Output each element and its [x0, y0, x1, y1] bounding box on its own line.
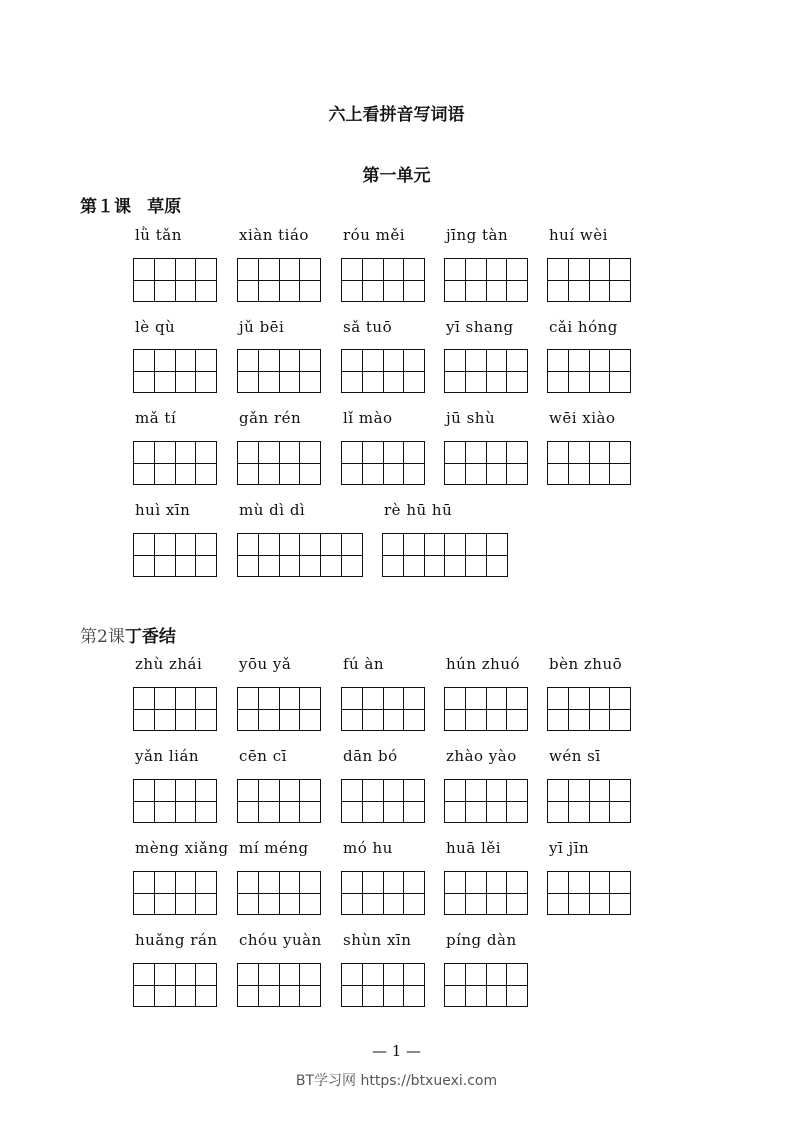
- pinyin-prompt: lǜ tǎn: [135, 226, 182, 244]
- pinyin-prompt: fú àn: [343, 655, 385, 673]
- writing-cell[interactable]: [609, 872, 630, 914]
- writing-cell[interactable]: [445, 688, 465, 730]
- writing-cell[interactable]: [134, 688, 154, 730]
- writing-cell[interactable]: [486, 688, 507, 730]
- writing-cell[interactable]: [609, 442, 630, 484]
- writing-cell[interactable]: [445, 350, 465, 392]
- writing-grid[interactable]: [133, 533, 217, 577]
- writing-cell[interactable]: [589, 780, 610, 822]
- lesson-1-number: 第１课: [80, 197, 131, 217]
- writing-cell[interactable]: [342, 872, 362, 914]
- pinyin-prompt: jǔ bēi: [239, 318, 285, 336]
- writing-cell[interactable]: [341, 534, 362, 576]
- writing-cell[interactable]: [609, 780, 630, 822]
- page-title: 六上看拼音写词语: [328, 105, 465, 125]
- writing-cell[interactable]: [195, 534, 216, 576]
- writing-cell[interactable]: [486, 259, 507, 301]
- writing-cell[interactable]: [154, 688, 175, 730]
- writing-cell[interactable]: [195, 259, 216, 301]
- writing-cell[interactable]: [589, 259, 610, 301]
- writing-cell[interactable]: [609, 350, 630, 392]
- writing-cell[interactable]: [154, 350, 175, 392]
- writing-grid[interactable]: [133, 687, 217, 731]
- pinyin-prompt: bèn zhuō: [549, 655, 623, 673]
- writing-cell[interactable]: [299, 259, 320, 301]
- writing-cell[interactable]: [383, 964, 404, 1006]
- writing-cell[interactable]: [195, 964, 216, 1006]
- writing-cell[interactable]: [175, 442, 196, 484]
- writing-cell[interactable]: [258, 259, 279, 301]
- writing-cell[interactable]: [465, 259, 486, 301]
- pinyin-prompt: dān bó: [343, 747, 398, 765]
- writing-cell[interactable]: [589, 872, 610, 914]
- writing-cell[interactable]: [362, 350, 383, 392]
- writing-cell[interactable]: [403, 872, 424, 914]
- writing-cell[interactable]: [403, 964, 424, 1006]
- writing-cell[interactable]: [548, 259, 568, 301]
- writing-cell[interactable]: [342, 259, 362, 301]
- writing-cell[interactable]: [506, 688, 527, 730]
- pinyin-prompt: mù dì dì: [239, 501, 306, 519]
- writing-cell[interactable]: [320, 534, 341, 576]
- pinyin-prompt: yǎn lián: [135, 747, 200, 765]
- writing-cell[interactable]: [342, 688, 362, 730]
- writing-grid[interactable]: [547, 779, 631, 823]
- writing-cell[interactable]: [258, 350, 279, 392]
- writing-cell[interactable]: [403, 534, 424, 576]
- writing-cell[interactable]: [154, 780, 175, 822]
- writing-cell[interactable]: [465, 780, 486, 822]
- lesson-2-heading: [80, 622, 176, 647]
- pinyin-prompt: yī shang: [446, 318, 514, 336]
- writing-cell[interactable]: [279, 259, 300, 301]
- pinyin-prompt: mí méng: [239, 839, 309, 857]
- writing-cell[interactable]: [238, 964, 258, 1006]
- writing-cell[interactable]: [195, 780, 216, 822]
- writing-cell[interactable]: [465, 688, 486, 730]
- writing-cell[interactable]: [403, 350, 424, 392]
- writing-cell[interactable]: [258, 964, 279, 1006]
- writing-grid[interactable]: [444, 779, 528, 823]
- pinyin-prompt: róu měi: [343, 226, 406, 244]
- writing-cell[interactable]: [134, 442, 154, 484]
- writing-cell[interactable]: [568, 780, 589, 822]
- writing-grid[interactable]: [237, 963, 321, 1007]
- writing-grid[interactable]: [444, 687, 528, 731]
- writing-cell[interactable]: [299, 872, 320, 914]
- writing-cell[interactable]: [486, 442, 507, 484]
- writing-cell[interactable]: [589, 688, 610, 730]
- writing-cell[interactable]: [445, 780, 465, 822]
- writing-cell[interactable]: [175, 688, 196, 730]
- writing-cell[interactable]: [134, 964, 154, 1006]
- writing-cell[interactable]: [299, 442, 320, 484]
- pinyin-prompt: lè qù: [135, 318, 176, 336]
- pinyin-prompt: rè hū hū: [384, 501, 453, 519]
- writing-cell[interactable]: [383, 780, 404, 822]
- writing-cell[interactable]: [154, 534, 175, 576]
- writing-grid[interactable]: [237, 687, 321, 731]
- writing-cell[interactable]: [486, 964, 507, 1006]
- pinyin-prompt: sǎ tuō: [343, 318, 393, 336]
- writing-grid[interactable]: [133, 441, 217, 485]
- pinyin-prompt: mǎ tí: [135, 409, 177, 427]
- pinyin-prompt: gǎn rén: [239, 409, 302, 427]
- pinyin-prompt: yōu yǎ: [239, 655, 292, 673]
- writing-cell[interactable]: [383, 442, 404, 484]
- writing-cell[interactable]: [383, 534, 403, 576]
- writing-cell[interactable]: [383, 259, 404, 301]
- writing-cell[interactable]: [342, 780, 362, 822]
- writing-grid[interactable]: [133, 258, 217, 302]
- pinyin-prompt: xiàn tiáo: [239, 226, 309, 244]
- writing-grid[interactable]: [341, 687, 425, 731]
- writing-cell[interactable]: [362, 780, 383, 822]
- pinyin-prompt: huí wèi: [549, 226, 608, 244]
- pinyin-prompt: yī jīn: [549, 839, 590, 857]
- writing-grid[interactable]: [133, 963, 217, 1007]
- writing-cell[interactable]: [195, 688, 216, 730]
- writing-cell[interactable]: [238, 259, 258, 301]
- writing-cell[interactable]: [445, 964, 465, 1006]
- writing-cell[interactable]: [279, 780, 300, 822]
- writing-cell[interactable]: [506, 442, 527, 484]
- writing-cell[interactable]: [134, 350, 154, 392]
- writing-cell[interactable]: [506, 780, 527, 822]
- writing-cell[interactable]: [383, 688, 404, 730]
- writing-cell[interactable]: [609, 688, 630, 730]
- writing-cell[interactable]: [506, 259, 527, 301]
- writing-cell[interactable]: [238, 534, 258, 576]
- writing-cell[interactable]: [403, 259, 424, 301]
- writing-cell[interactable]: [238, 442, 258, 484]
- writing-cell[interactable]: [548, 780, 568, 822]
- writing-grid[interactable]: [444, 441, 528, 485]
- writing-cell[interactable]: [134, 534, 154, 576]
- pinyin-prompt: lǐ mào: [343, 409, 393, 427]
- writing-grid[interactable]: [341, 349, 425, 393]
- pinyin-prompt: chóu yuàn: [239, 931, 322, 949]
- lesson-1-heading: [80, 192, 181, 217]
- writing-cell[interactable]: [548, 350, 568, 392]
- writing-cell[interactable]: [134, 259, 154, 301]
- pinyin-prompt: huì xīn: [135, 501, 191, 519]
- writing-cell[interactable]: [258, 442, 279, 484]
- pinyin-prompt: huā lěi: [446, 839, 502, 857]
- writing-cell[interactable]: [445, 259, 465, 301]
- writing-cell[interactable]: [258, 534, 279, 576]
- writing-cell[interactable]: [424, 534, 445, 576]
- writing-cell[interactable]: [465, 534, 486, 576]
- writing-cell[interactable]: [465, 350, 486, 392]
- writing-grid[interactable]: [133, 871, 217, 915]
- writing-cell[interactable]: [238, 350, 258, 392]
- pinyin-prompt: zhù zhái: [135, 655, 203, 673]
- writing-cell[interactable]: [195, 872, 216, 914]
- writing-cell[interactable]: [175, 350, 196, 392]
- writing-grid[interactable]: [237, 441, 321, 485]
- writing-cell[interactable]: [568, 259, 589, 301]
- writing-grid[interactable]: [547, 441, 631, 485]
- writing-cell[interactable]: [362, 259, 383, 301]
- pinyin-prompt: jīng tàn: [446, 226, 509, 244]
- writing-grid[interactable]: [382, 533, 508, 577]
- writing-cell[interactable]: [568, 442, 589, 484]
- writing-cell[interactable]: [342, 964, 362, 1006]
- writing-grid[interactable]: [237, 349, 321, 393]
- writing-cell[interactable]: [362, 688, 383, 730]
- writing-cell[interactable]: [568, 350, 589, 392]
- writing-grid[interactable]: [237, 533, 363, 577]
- writing-cell[interactable]: [279, 964, 300, 1006]
- writing-cell[interactable]: [154, 259, 175, 301]
- writing-grid[interactable]: [547, 349, 631, 393]
- writing-cell[interactable]: [465, 442, 486, 484]
- writing-cell[interactable]: [279, 688, 300, 730]
- writing-cell[interactable]: [445, 872, 465, 914]
- writing-cell[interactable]: [279, 534, 300, 576]
- writing-cell[interactable]: [506, 964, 527, 1006]
- pinyin-prompt: huǎng rán: [135, 931, 218, 949]
- writing-cell[interactable]: [175, 534, 196, 576]
- writing-cell[interactable]: [506, 350, 527, 392]
- writing-cell[interactable]: [362, 442, 383, 484]
- writing-grid[interactable]: [237, 871, 321, 915]
- lesson-2-number: 第2课: [80, 627, 125, 647]
- writing-cell[interactable]: [548, 872, 568, 914]
- pinyin-prompt: hún zhuó: [446, 655, 521, 673]
- writing-grid[interactable]: [341, 258, 425, 302]
- writing-cell[interactable]: [548, 442, 568, 484]
- writing-cell[interactable]: [342, 350, 362, 392]
- writing-cell[interactable]: [175, 964, 196, 1006]
- writing-cell[interactable]: [568, 872, 589, 914]
- writing-grid[interactable]: [237, 258, 321, 302]
- writing-cell[interactable]: [299, 780, 320, 822]
- writing-cell[interactable]: [403, 442, 424, 484]
- writing-cell[interactable]: [506, 872, 527, 914]
- writing-cell[interactable]: [154, 442, 175, 484]
- writing-cell[interactable]: [299, 534, 320, 576]
- writing-cell[interactable]: [299, 688, 320, 730]
- writing-cell[interactable]: [444, 534, 465, 576]
- writing-cell[interactable]: [486, 872, 507, 914]
- writing-cell[interactable]: [362, 964, 383, 1006]
- writing-cell[interactable]: [548, 688, 568, 730]
- writing-grid[interactable]: [444, 349, 528, 393]
- writing-grid[interactable]: [547, 871, 631, 915]
- writing-cell[interactable]: [175, 259, 196, 301]
- writing-grid[interactable]: [133, 349, 217, 393]
- writing-cell[interactable]: [609, 259, 630, 301]
- writing-cell[interactable]: [279, 350, 300, 392]
- writing-grid[interactable]: [547, 687, 631, 731]
- writing-cell[interactable]: [383, 872, 404, 914]
- writing-cell[interactable]: [154, 964, 175, 1006]
- writing-grid[interactable]: [237, 779, 321, 823]
- writing-grid[interactable]: [341, 963, 425, 1007]
- writing-cell[interactable]: [486, 780, 507, 822]
- pinyin-prompt: wēi xiào: [549, 409, 616, 427]
- lesson-1-name: 草原: [147, 197, 182, 217]
- pinyin-prompt: píng dàn: [446, 931, 517, 949]
- writing-grid[interactable]: [547, 258, 631, 302]
- writing-cell[interactable]: [589, 442, 610, 484]
- pinyin-prompt: wén sī: [549, 747, 601, 765]
- writing-cell[interactable]: [342, 442, 362, 484]
- pinyin-prompt: cǎi hóng: [549, 318, 618, 336]
- writing-cell[interactable]: [238, 872, 258, 914]
- writing-cell[interactable]: [279, 872, 300, 914]
- writing-grid[interactable]: [341, 871, 425, 915]
- writing-grid[interactable]: [341, 779, 425, 823]
- writing-cell[interactable]: [154, 872, 175, 914]
- writing-cell[interactable]: [175, 872, 196, 914]
- writing-cell[interactable]: [238, 780, 258, 822]
- pinyin-prompt: mèng xiǎng: [135, 839, 229, 857]
- writing-grid[interactable]: [444, 963, 528, 1007]
- pinyin-prompt: cēn cī: [239, 747, 287, 765]
- writing-cell[interactable]: [383, 350, 404, 392]
- unit-heading: 第一单元: [362, 166, 431, 186]
- writing-cell[interactable]: [486, 350, 507, 392]
- writing-cell[interactable]: [258, 872, 279, 914]
- writing-cell[interactable]: [568, 688, 589, 730]
- writing-cell[interactable]: [403, 780, 424, 822]
- writing-cell[interactable]: [362, 872, 383, 914]
- pinyin-prompt: shùn xīn: [343, 931, 412, 949]
- writing-grid[interactable]: [444, 871, 528, 915]
- footer-watermark: BT学习网 https://btxuexi.com: [295, 1073, 498, 1089]
- writing-cell[interactable]: [175, 780, 196, 822]
- writing-cell[interactable]: [589, 350, 610, 392]
- writing-cell[interactable]: [258, 780, 279, 822]
- writing-cell[interactable]: [258, 688, 279, 730]
- writing-cell[interactable]: [195, 350, 216, 392]
- page-number: — 1 —: [371, 1042, 422, 1060]
- writing-cell[interactable]: [238, 688, 258, 730]
- pinyin-prompt: mó hu: [343, 839, 393, 857]
- lesson-2-name: 丁香结: [124, 627, 176, 647]
- writing-cell[interactable]: [445, 442, 465, 484]
- writing-cell[interactable]: [486, 534, 507, 576]
- writing-cell[interactable]: [299, 964, 320, 1006]
- writing-cell[interactable]: [195, 442, 216, 484]
- writing-cell[interactable]: [299, 350, 320, 392]
- pinyin-prompt: jū shù: [446, 409, 496, 427]
- writing-cell[interactable]: [465, 964, 486, 1006]
- writing-grid[interactable]: [133, 779, 217, 823]
- writing-grid[interactable]: [341, 441, 425, 485]
- writing-cell[interactable]: [279, 442, 300, 484]
- writing-cell[interactable]: [465, 872, 486, 914]
- writing-grid[interactable]: [444, 258, 528, 302]
- writing-cell[interactable]: [134, 780, 154, 822]
- writing-cell[interactable]: [134, 872, 154, 914]
- writing-cell[interactable]: [403, 688, 424, 730]
- pinyin-prompt: zhào yào: [446, 747, 517, 765]
